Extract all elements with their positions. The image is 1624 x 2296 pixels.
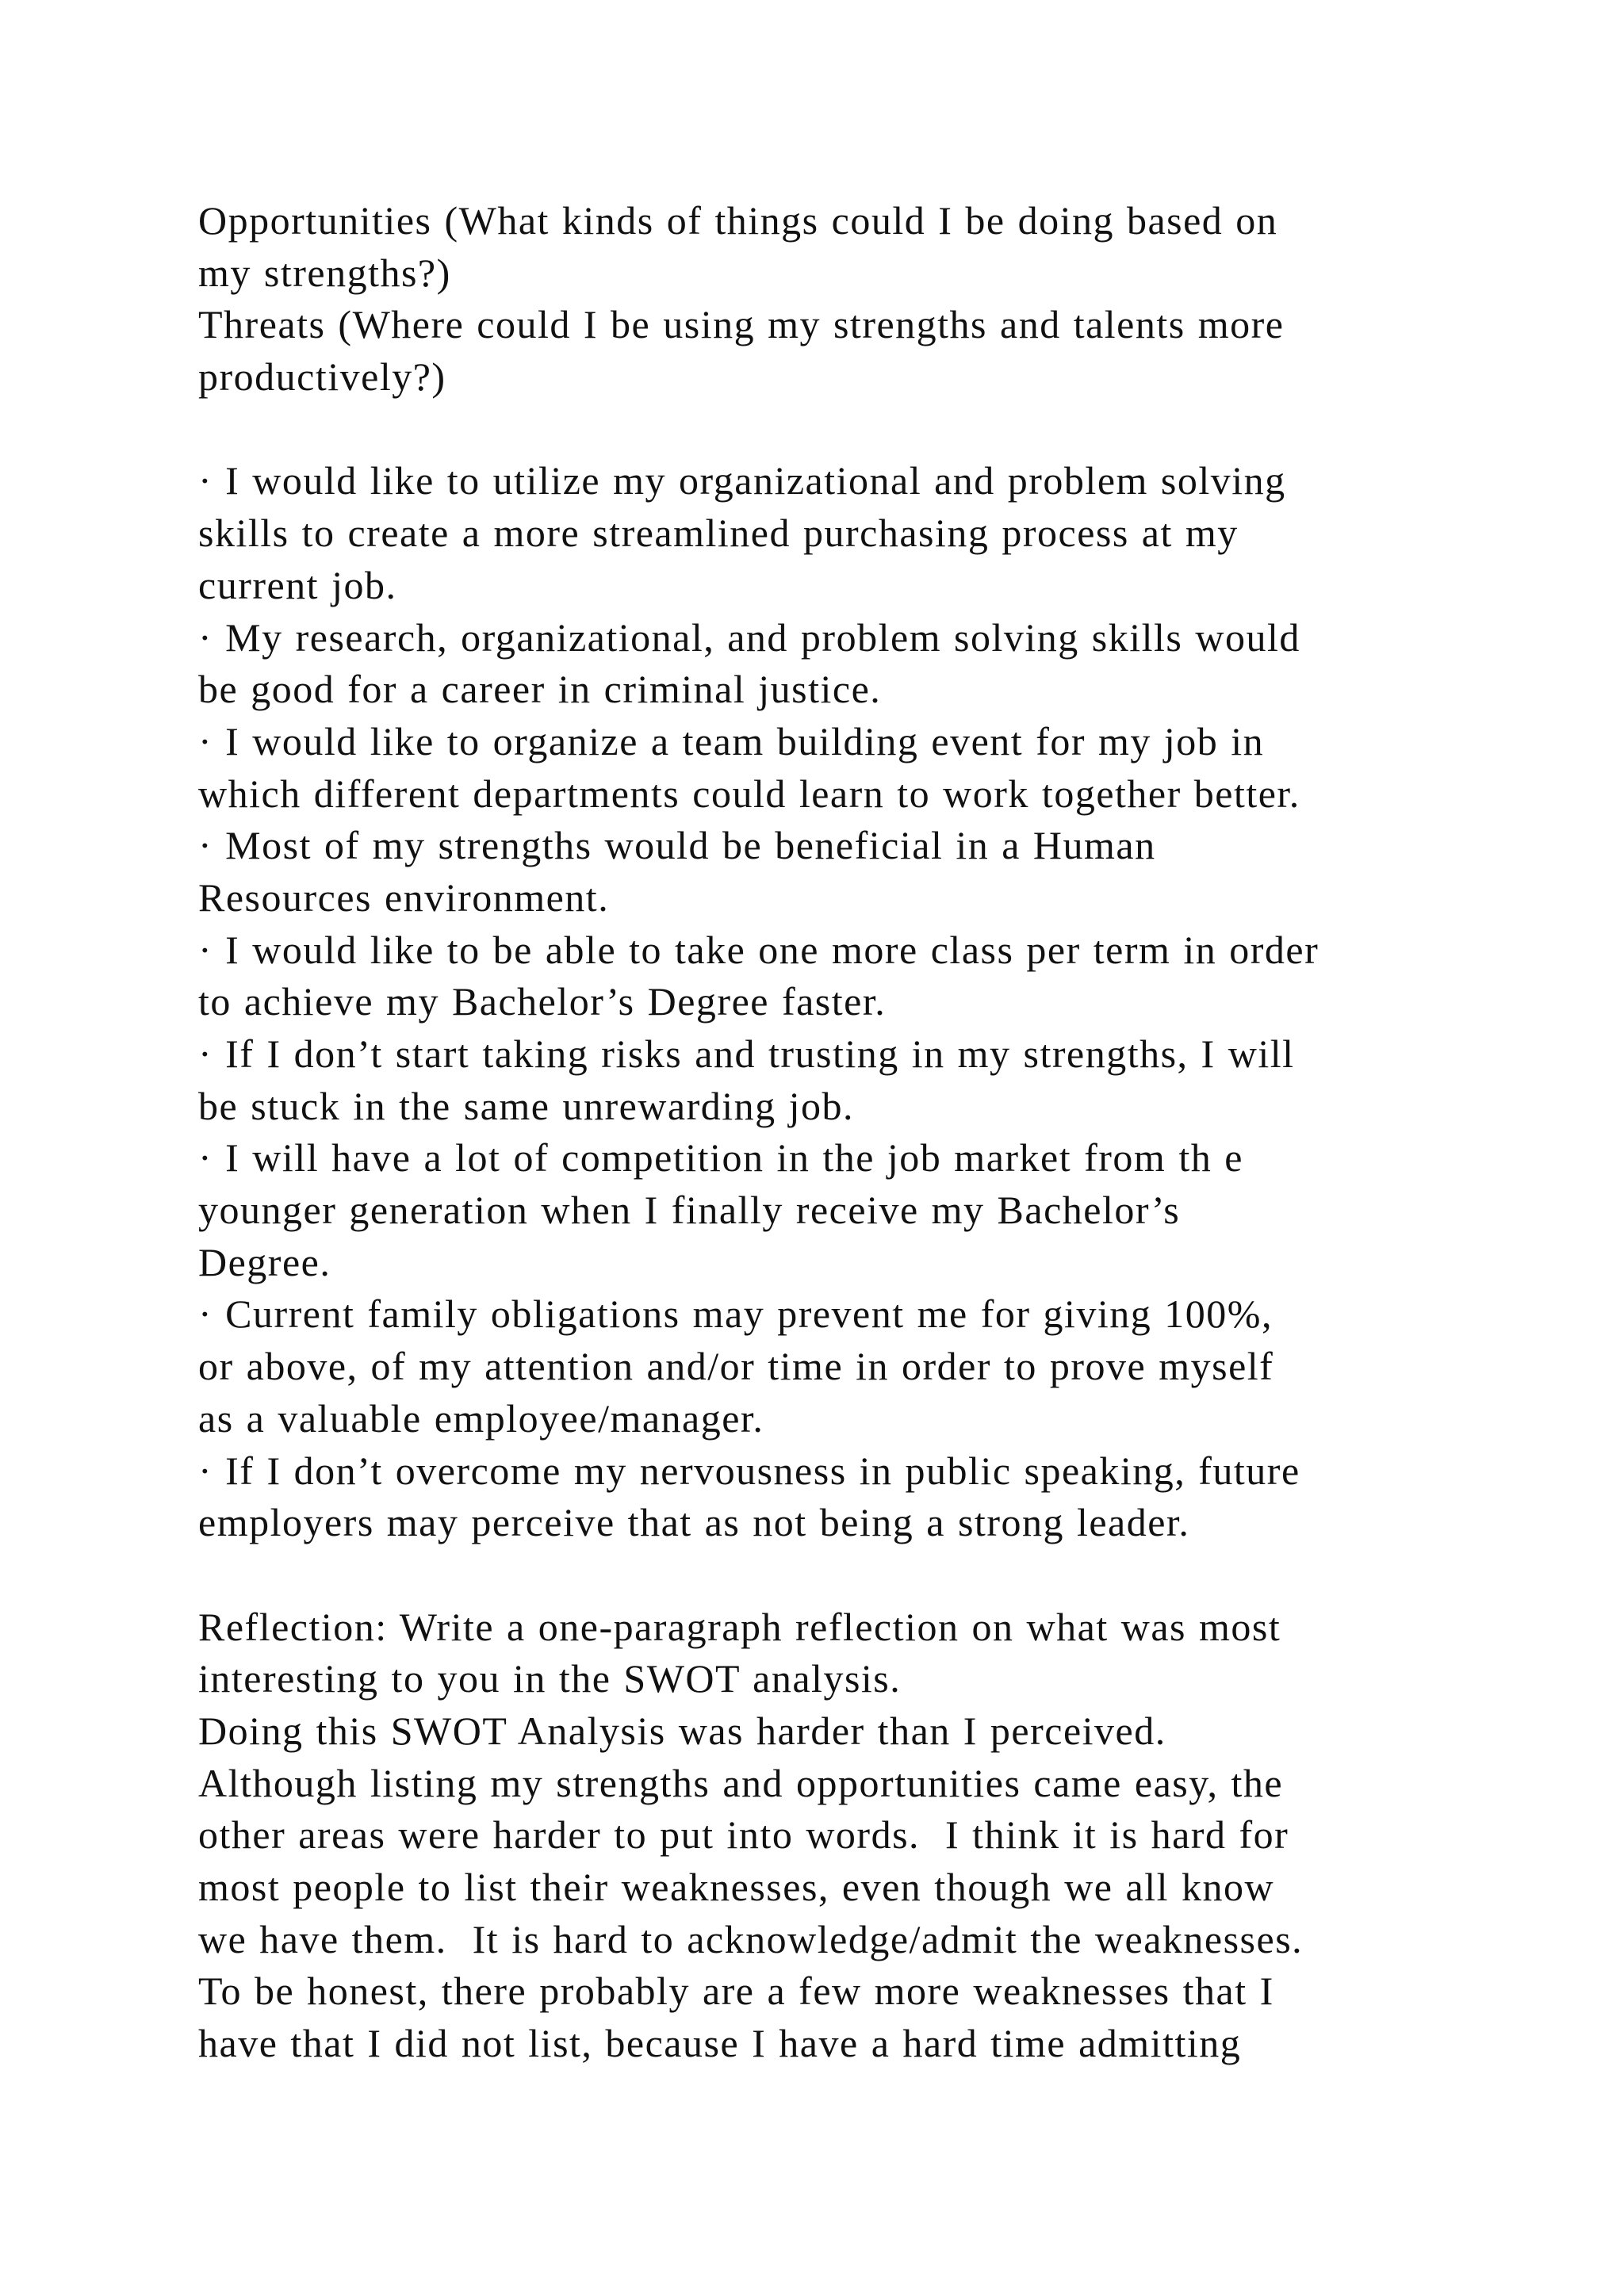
bullet-line: · I would like to utilize my organizational and problem solving <box>198 458 1286 503</box>
bullet-line: skills to create a more streamlined purchasing process at my <box>198 511 1239 556</box>
reflection-line: Although listing my strengths and opportunities came easy, the <box>198 1760 1284 1805</box>
bullet-line: Resources environment. <box>198 874 610 920</box>
bullet-line: · I would like to organize a team building event for my job in <box>198 718 1265 763</box>
bullet-line: be stuck in the same unrewarding job. <box>198 1083 855 1128</box>
blank-line <box>198 1549 1499 1601</box>
bullet-line: as a valuable employee/manager. <box>198 1395 764 1441</box>
text-line: productively?) <box>198 354 446 400</box>
bullet-line: employers may perceive that as not being a strong leader. <box>198 1500 1190 1545</box>
document-body <box>198 195 1499 2070</box>
bullet-line: · I will have a lot of competition in the job market from th e <box>198 1135 1243 1181</box>
bullet-line: or above, of my attention and/or time in order to prove myself <box>198 1344 1274 1389</box>
bullet-line: · Current family obligations may prevent me for giving 100%, <box>198 1292 1273 1337</box>
bullet-line: · Most of my strengths would be beneficial in a Human <box>198 823 1156 868</box>
reflection-line: we have them. It is hard to acknowledge/admit the weaknesses. <box>198 1916 1304 1961</box>
bullet-line: · If I don’t overcome my nervousness in public speaking, future <box>198 1448 1300 1493</box>
text-line: Opportunities (What kinds of things could I be doing based on <box>198 198 1278 243</box>
bullet-line: Degree. <box>198 1239 331 1284</box>
reflection-line: interesting to you in the SWOT analysis. <box>198 1656 902 1701</box>
bullet-line: to achieve my Bachelor’s Degree faster. <box>198 979 887 1024</box>
bullet-line: be good for a career in criminal justice. <box>198 667 882 712</box>
bullet-line: current job. <box>198 562 397 607</box>
text-line: Threats (Where could I be using my strengths and talents more <box>198 302 1285 347</box>
bullet-line: · My research, organizational, and problem solving skills would <box>198 614 1300 660</box>
reflection-line: Reflection: Write a one-paragraph reflection on what was most <box>198 1604 1281 1649</box>
reflection-line: have that I did not list, because I have a hard time admitting <box>198 2021 1242 2066</box>
reflection-line: most people to list their weaknesses, even though we all know <box>198 1865 1275 1909</box>
text-line: my strengths?) <box>198 250 451 295</box>
reflection-line: other areas were harder to put into words. I think it is hard for <box>198 1812 1289 1858</box>
reflection-line: Doing this SWOT Analysis was harder than I perceived. <box>198 1708 1166 1753</box>
reflection-line: To be honest, there probably are a few more weaknesses that I <box>198 1969 1274 2014</box>
bullet-line: younger generation when I finally receive my Bachelor’s <box>198 1188 1181 1233</box>
blank-line <box>198 404 1499 456</box>
bullet-line: which different departments could learn to work together better. <box>198 771 1300 816</box>
bullet-line: · I would like to be able to take one more class per term in order <box>198 927 1320 972</box>
bullet-line: · If I don’t start taking risks and trusting in my strengths, I will <box>198 1031 1295 1076</box>
